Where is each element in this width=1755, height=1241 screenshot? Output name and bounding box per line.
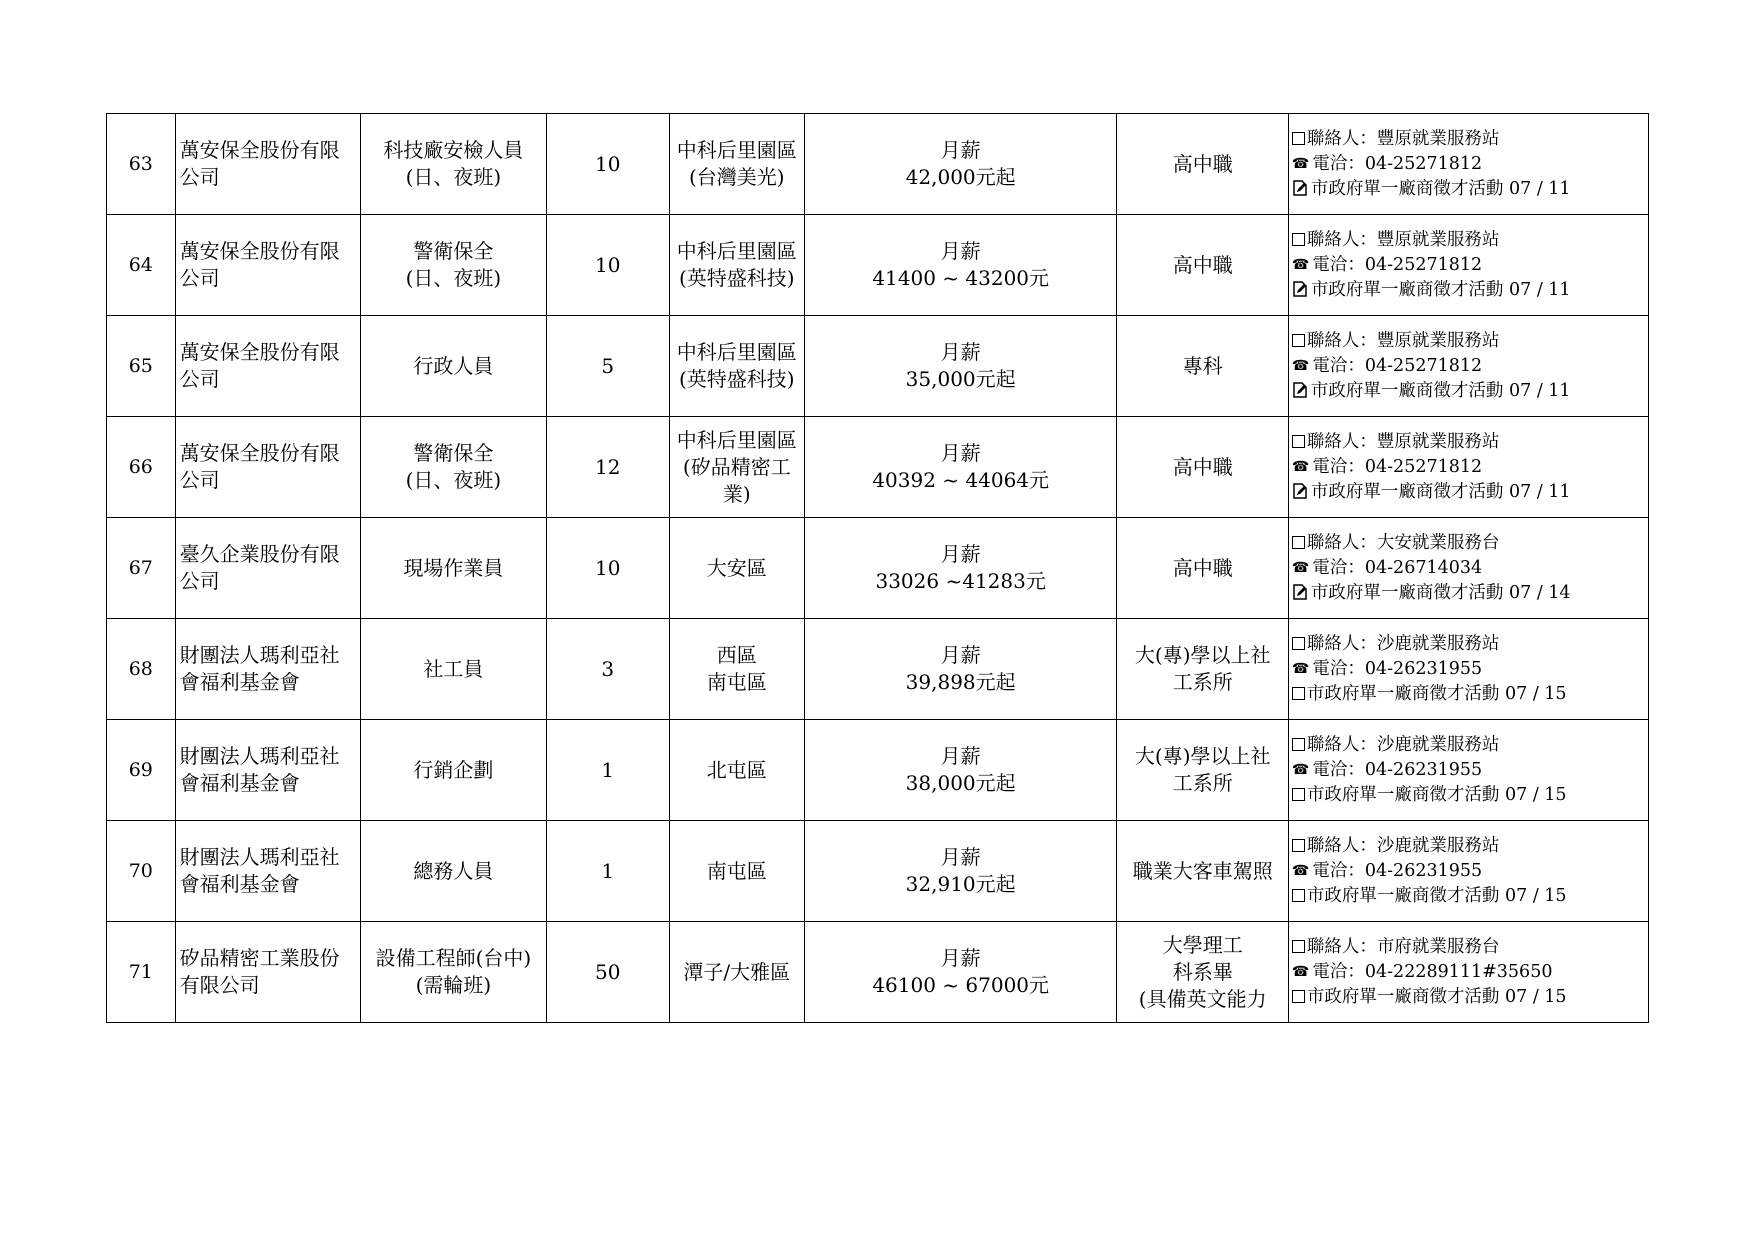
company-line: 有限公司 [179,973,260,997]
salary-cell [804,215,1117,316]
position-line: 社工員 [423,656,484,681]
contact-phone [1292,455,1645,480]
checkbox-icon [1292,839,1305,852]
salary-line: 38,000元起 [905,771,1016,795]
row-number: 68 [107,619,176,720]
education-line: 工系所 [1172,771,1233,795]
contact-event [1292,480,1645,505]
salary-line: 月薪 [940,643,981,667]
contact-event-text: 市政府單一廠商徵才活動 07 / 15 [1306,683,1567,704]
checkbox-icon [1292,738,1305,751]
company-cell [175,619,361,720]
checkbox-icon [1292,132,1305,145]
education-line: 職業大客車駕照 [1132,858,1273,883]
contact-person-text: 聯絡人：沙鹿就業服務站 [1306,633,1500,654]
company-line: 財團法人瑪利亞社 [179,643,340,667]
row-number: 71 [107,922,176,1023]
contact-person-text: 聯絡人：沙鹿就業服務站 [1306,835,1500,856]
location-cell [669,417,804,518]
vacancy-count: 12 [546,417,669,518]
position-cell [361,821,547,922]
salary-cell [804,518,1117,619]
contact-event [1292,379,1645,404]
education-line: (具備英文能力 [1138,986,1267,1011]
edit-icon [1292,179,1308,195]
contact-event-text: 市政府單一廠商徵才活動 07 / 15 [1306,986,1567,1007]
contact-phone-text: 電洽：04-26231955 [1312,658,1483,679]
edit-icon [1292,280,1308,296]
contact-phone [1292,556,1645,581]
vacancy-count: 1 [546,720,669,821]
contact-person [1292,733,1645,758]
checkbox-icon [1292,233,1305,246]
salary-line: 39,898元起 [905,670,1016,694]
location-cell [669,215,804,316]
phone-icon: ☎ [1291,559,1310,576]
table-row [107,316,1649,417]
contact-cell [1288,316,1648,417]
position-line: (需輪班) [415,973,492,997]
contact-person [1292,329,1645,354]
salary-cell [804,821,1117,922]
phone-icon: ☎ [1291,155,1310,172]
location-line: (台灣美光) [688,165,785,189]
table-row [107,518,1649,619]
contact-event-text: 市政府單一廠商徵才活動 07 / 14 [1310,582,1571,603]
company-line: 會福利基金會 [179,670,300,694]
vacancy-count: 10 [546,114,669,215]
company-cell [175,821,361,922]
contact-event-text: 市政府單一廠商徵才活動 07 / 15 [1306,784,1567,805]
salary-cell [804,922,1117,1023]
education-line: 高中職 [1172,555,1233,580]
education-cell [1117,922,1288,1023]
vacancy-count: 1 [546,821,669,922]
phone-icon: ☎ [1291,256,1310,273]
company-line: 公司 [179,165,220,189]
position-line: 總務人員 [413,858,494,883]
salary-line: 41400 ~ 43200元 [872,266,1050,290]
contact-phone-text: 電洽：04-22289111#35650 [1312,961,1553,982]
education-cell [1117,619,1288,720]
location-cell [669,821,804,922]
company-line: 萬安保全股份有限 [179,441,340,465]
contact-phone-text: 電洽：04-26714034 [1312,557,1483,578]
location-line: 業) [722,481,751,506]
location-line: 中科后里園區 [676,138,797,162]
location-line: 西區 [716,643,757,667]
position-line: (日、夜班) [405,266,502,290]
salary-line: 月薪 [940,340,981,364]
checkbox-icon [1292,940,1305,953]
position-line: 警衛保全 [413,441,494,465]
company-line: 財團法人瑪利亞社 [179,744,340,768]
contact-cell [1288,619,1648,720]
education-cell [1117,518,1288,619]
education-line: 專科 [1182,353,1223,378]
position-cell [361,114,547,215]
salary-line: 月薪 [940,744,981,768]
table-row [107,215,1649,316]
company-line: 矽品精密工業股份 [179,946,340,970]
contact-person-text: 聯絡人：豐原就業服務站 [1306,229,1500,250]
edit-icon [1292,482,1308,498]
education-line: 科系畢 [1172,959,1233,984]
company-cell [175,720,361,821]
contact-phone [1292,657,1645,682]
education-line: 大學理工 [1162,932,1243,957]
contact-phone-text: 電洽：04-26231955 [1312,860,1483,881]
salary-line: 月薪 [940,138,981,162]
location-line: 中科后里園區 [676,239,797,263]
education-line: 高中職 [1172,252,1233,277]
position-line: 行政人員 [413,353,494,378]
contact-phone [1292,960,1645,985]
contact-person-text: 聯絡人：豐原就業服務站 [1306,431,1500,452]
salary-line: 32,910元起 [905,872,1016,896]
position-cell [361,417,547,518]
company-line: 財團法人瑪利亞社 [179,845,340,869]
company-line: 萬安保全股份有限 [179,340,340,364]
company-cell [175,922,361,1023]
contact-event [1292,682,1645,707]
contact-person-text: 聯絡人：豐原就業服務站 [1306,128,1500,149]
contact-cell [1288,922,1648,1023]
salary-line: 42,000元起 [905,165,1016,189]
contact-event-text: 市政府單一廠商徵才活動 07 / 11 [1310,178,1571,199]
vacancy-count: 5 [546,316,669,417]
contact-phone [1292,152,1645,177]
company-line: 會福利基金會 [179,771,300,795]
salary-line: 月薪 [940,441,981,465]
job-listing-table [106,113,1649,1023]
phone-icon: ☎ [1291,761,1310,778]
row-number: 66 [107,417,176,518]
contact-person [1292,430,1645,455]
company-line: 萬安保全股份有限 [179,239,340,263]
location-cell [669,114,804,215]
vacancy-count: 10 [546,215,669,316]
education-cell [1117,316,1288,417]
education-cell [1117,417,1288,518]
table-row [107,417,1649,518]
company-line: 會福利基金會 [179,872,300,896]
checkbox-icon [1292,435,1305,448]
education-line: 工系所 [1172,670,1233,694]
education-line: 高中職 [1172,454,1233,479]
contact-event-text: 市政府單一廠商徵才活動 07 / 11 [1310,279,1571,300]
salary-cell [804,720,1117,821]
contact-person-text: 聯絡人：豐原就業服務站 [1306,330,1500,351]
contact-cell [1288,821,1648,922]
row-number: 69 [107,720,176,821]
contact-cell [1288,215,1648,316]
location-cell [669,922,804,1023]
company-cell [175,215,361,316]
row-number: 70 [107,821,176,922]
company-line: 公司 [179,569,220,593]
contact-phone [1292,354,1645,379]
position-cell [361,720,547,821]
location-line: (英特盛科技) [678,367,795,391]
contact-event [1292,783,1645,808]
contact-phone-text: 電洽：04-25271812 [1312,153,1483,174]
salary-line: 46100 ~ 67000元 [872,973,1050,997]
location-line: (英特盛科技) [678,266,795,290]
contact-event [1292,884,1645,909]
position-cell [361,922,547,1023]
contact-phone-text: 電洽：04-25271812 [1312,355,1483,376]
checkbox-icon [1292,637,1305,650]
phone-icon: ☎ [1291,963,1310,980]
salary-line: 月薪 [940,542,981,566]
contact-person-text: 聯絡人：市府就業服務台 [1306,936,1500,957]
edit-icon [1292,381,1308,397]
location-line: 北屯區 [706,757,767,782]
table-row [107,114,1649,215]
contact-event [1292,581,1645,606]
row-number: 65 [107,316,176,417]
phone-icon: ☎ [1291,357,1310,374]
position-cell [361,316,547,417]
position-line: 警衛保全 [413,239,494,263]
location-line: 中科后里園區 [676,427,797,452]
phone-icon: ☎ [1291,458,1310,475]
location-line: 南屯區 [706,670,767,694]
position-cell [361,215,547,316]
position-cell [361,518,547,619]
contact-person [1292,127,1645,152]
position-line: 行銷企劃 [413,757,494,782]
edit-icon [1292,583,1308,599]
salary-line: 月薪 [940,946,981,970]
education-line: 高中職 [1172,151,1233,176]
contact-phone [1292,859,1645,884]
contact-phone-text: 電洽：04-25271812 [1312,254,1483,275]
salary-cell [804,417,1117,518]
contact-event-text: 市政府單一廠商徵才活動 07 / 15 [1306,885,1567,906]
company-cell [175,114,361,215]
checkbox-icon [1292,687,1305,700]
location-cell [669,518,804,619]
company-cell [175,316,361,417]
table-row [107,619,1649,720]
contact-person-text: 聯絡人：大安就業服務台 [1306,532,1500,553]
contact-event-text: 市政府單一廠商徵才活動 07 / 11 [1310,481,1571,502]
location-line: 中科后里園區 [676,340,797,364]
contact-person [1292,228,1645,253]
position-line: 現場作業員 [403,555,504,580]
phone-icon: ☎ [1291,862,1310,879]
location-line: 大安區 [706,555,767,580]
contact-phone [1292,758,1645,783]
table-body [107,114,1649,1023]
contact-event [1292,985,1645,1010]
contact-event [1292,177,1645,202]
location-cell [669,316,804,417]
row-number: 67 [107,518,176,619]
location-cell [669,720,804,821]
contact-person-text: 聯絡人：沙鹿就業服務站 [1306,734,1500,755]
salary-line: 月薪 [940,845,981,869]
salary-line: 40392 ~ 44064元 [872,468,1050,492]
company-line: 公司 [179,266,220,290]
contact-person [1292,834,1645,859]
location-cell [669,619,804,720]
checkbox-icon [1292,334,1305,347]
education-cell [1117,720,1288,821]
vacancy-count: 50 [546,922,669,1023]
salary-line: 月薪 [940,239,981,263]
position-line: (日、夜班) [405,165,502,189]
contact-phone [1292,253,1645,278]
position-cell [361,619,547,720]
phone-icon: ☎ [1291,660,1310,677]
company-line: 公司 [179,367,220,391]
vacancy-count: 10 [546,518,669,619]
contact-phone-text: 電洽：04-25271812 [1312,456,1483,477]
education-line: 大(專)學以上社 [1134,643,1271,667]
contact-cell [1288,720,1648,821]
education-cell [1117,821,1288,922]
checkbox-icon [1292,536,1305,549]
position-line: 設備工程師(台中) [375,946,532,970]
contact-event [1292,278,1645,303]
company-line: 公司 [179,468,220,492]
salary-cell [804,619,1117,720]
contact-cell [1288,518,1648,619]
position-line: 科技廠安檢人員 [383,138,524,162]
table-row [107,922,1649,1023]
checkbox-icon [1292,889,1305,902]
contact-person [1292,531,1645,556]
contact-cell [1288,417,1648,518]
salary-cell [804,316,1117,417]
education-line: 大(專)學以上社 [1134,744,1271,768]
company-line: 萬安保全股份有限 [179,138,340,162]
contact-person [1292,632,1645,657]
contact-cell [1288,114,1648,215]
table-row [107,720,1649,821]
salary-cell [804,114,1117,215]
checkbox-icon [1292,788,1305,801]
checkbox-icon [1292,990,1305,1003]
location-line: 潭子/大雅區 [683,959,791,984]
row-number: 64 [107,215,176,316]
company-line: 臺久企業股份有限 [179,542,340,566]
company-cell [175,518,361,619]
contact-event-text: 市政府單一廠商徵才活動 07 / 11 [1310,380,1571,401]
row-number: 63 [107,114,176,215]
education-cell [1117,114,1288,215]
salary-line: 33026 ~41283元 [875,569,1046,593]
education-cell [1117,215,1288,316]
table-row [107,821,1649,922]
position-line: (日、夜班) [405,468,502,492]
location-line: (矽品精密工 [682,454,791,479]
salary-line: 35,000元起 [905,367,1016,391]
location-line: 南屯區 [706,858,767,883]
company-cell [175,417,361,518]
contact-phone-text: 電洽：04-26231955 [1312,759,1483,780]
contact-person [1292,935,1645,960]
vacancy-count: 3 [546,619,669,720]
